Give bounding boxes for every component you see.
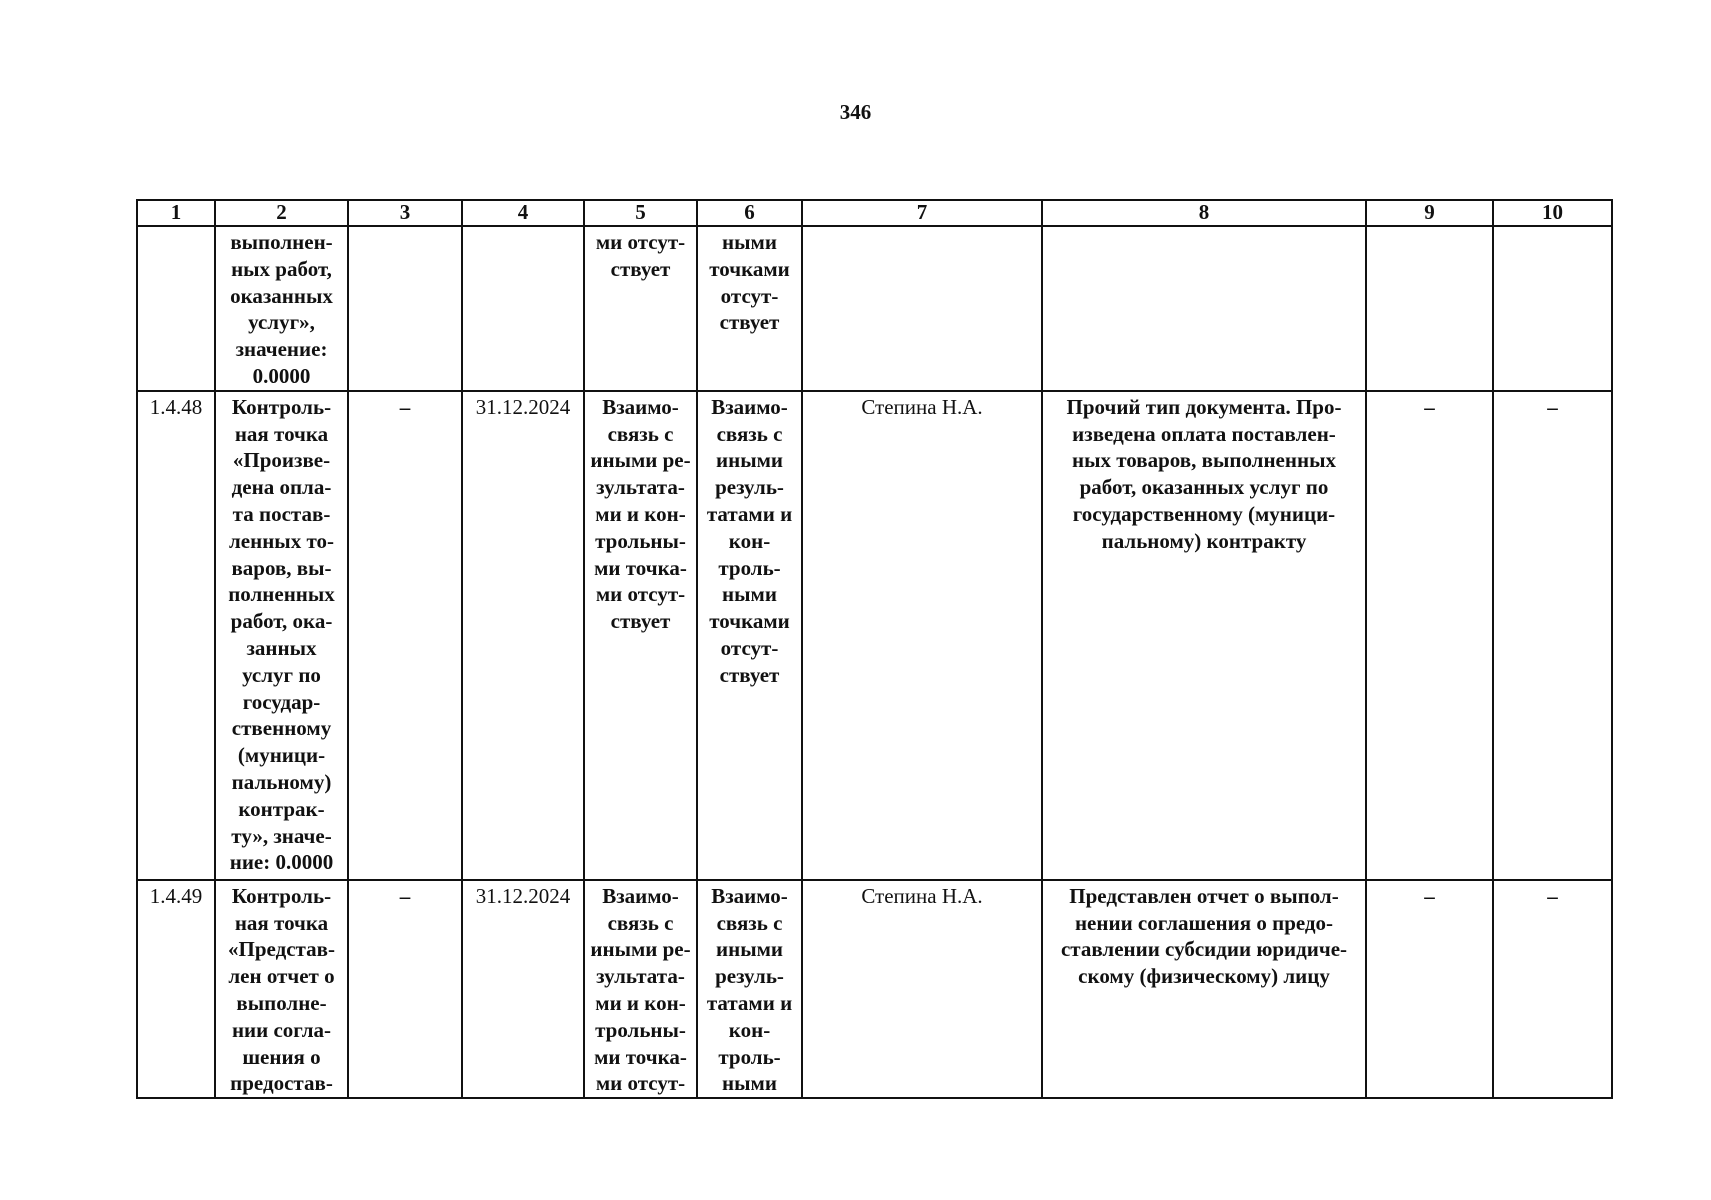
cell-col9 bbox=[1366, 880, 1493, 1098]
cell-text: Степина Н.А. bbox=[861, 394, 983, 419]
cell-text: 1.4.49 bbox=[149, 883, 203, 908]
column-header-3: 3 bbox=[348, 200, 462, 226]
cell-text: выполнен- ных работ, оказанных услуг», значение: 0.0000 bbox=[230, 230, 333, 388]
control-points-table bbox=[136, 199, 1613, 1099]
table-row-1-4-48 bbox=[137, 391, 1612, 880]
cell-control-point bbox=[215, 880, 348, 1098]
cell-control-point bbox=[215, 226, 348, 391]
cell-document bbox=[1042, 226, 1366, 391]
cell-text: Взаимо- связь с иными ре- зультата- ми и кон- трольны- ми точка- ми отсут- ствует bbox=[590, 394, 691, 634]
cell-number bbox=[137, 391, 215, 880]
column-header-6: 6 bbox=[697, 200, 802, 226]
column-header-8: 8 bbox=[1042, 200, 1366, 226]
cell-relation-points bbox=[697, 391, 802, 880]
table-row-1-4-49 bbox=[137, 880, 1612, 1098]
cell-text: 31.12.2024 bbox=[475, 394, 571, 419]
cell-date bbox=[462, 391, 584, 880]
cell-text: Прочий тип документа. Про- изведена оплата поставлен- ных товаров, выполненных работ, оказанных услуг по государственному (муници- пальному) контракту bbox=[1066, 394, 1342, 553]
column-header-7: 7 bbox=[802, 200, 1042, 226]
cell-text: Контроль- ная точка «Произве- дена опла- та постав- ленных то- варов, вы- полненных работ, ока- занных услуг по государ- ственному (муници- пальному) контрак- ту», значе- ние: 0.0000 bbox=[228, 394, 335, 875]
cell-text: Взаимо- связь с иными резуль- татами и кон- троль- ными bbox=[706, 883, 793, 1096]
cell-text: Представлен отчет о выпол- нении соглашения о предо- ставлении субсидии юридиче- скому (физическому) лицу bbox=[1060, 883, 1348, 989]
cell-text: 31.12.2024 bbox=[475, 883, 571, 908]
table-row-continuation bbox=[137, 226, 1612, 391]
cell-relation-results bbox=[584, 391, 697, 880]
cell-text: Взаимо- связь с иными ре- зультата- ми и кон- трольны- ми точка- ми отсут- bbox=[590, 883, 691, 1096]
cell-col10 bbox=[1493, 226, 1612, 391]
cell-text: – bbox=[1424, 883, 1435, 908]
cell-col9 bbox=[1366, 226, 1493, 391]
column-header-1: 1 bbox=[137, 200, 215, 226]
cell-text: Степина Н.А. bbox=[861, 883, 983, 908]
cell-document bbox=[1042, 391, 1366, 880]
cell-col9 bbox=[1366, 391, 1493, 880]
cell-col3 bbox=[348, 391, 462, 880]
cell-relation-results bbox=[584, 226, 697, 391]
cell-number bbox=[137, 226, 215, 391]
cell-relation-results bbox=[584, 880, 697, 1098]
cell-relation-points bbox=[697, 880, 802, 1098]
cell-text: – bbox=[1547, 394, 1558, 419]
column-header-9: 9 bbox=[1366, 200, 1493, 226]
cell-text: ми отсут- ствует bbox=[595, 230, 686, 281]
cell-relation-points bbox=[697, 226, 802, 391]
cell-responsible bbox=[802, 391, 1042, 880]
cell-document bbox=[1042, 880, 1366, 1098]
column-header-2: 2 bbox=[215, 200, 348, 226]
cell-text: Взаимо- связь с иными резуль- татами и кон- троль- ными точками отсут- ствует bbox=[706, 394, 793, 687]
cell-responsible bbox=[802, 880, 1042, 1098]
cell-responsible bbox=[802, 226, 1042, 391]
cell-col3 bbox=[348, 226, 462, 391]
cell-text: – bbox=[399, 883, 411, 908]
cell-number bbox=[137, 880, 215, 1098]
cell-text: – bbox=[1424, 394, 1435, 419]
column-header-4: 4 bbox=[462, 200, 584, 226]
page-number: 346 bbox=[839, 100, 872, 124]
cell-control-point bbox=[215, 391, 348, 880]
column-header-10: 10 bbox=[1493, 200, 1612, 226]
cell-col10 bbox=[1493, 880, 1612, 1098]
cell-text: 1.4.48 bbox=[149, 394, 203, 419]
cell-text: ными точками отсут- ствует bbox=[709, 230, 790, 335]
cell-text: – bbox=[399, 394, 411, 419]
column-header-5: 5 bbox=[584, 200, 697, 226]
cell-text: – bbox=[1547, 883, 1558, 908]
header-row bbox=[137, 200, 1612, 226]
cell-text: Контроль- ная точка «Представ- лен отчет о выполне- нии согла- шения о предостав- bbox=[228, 883, 335, 1096]
cell-date bbox=[462, 880, 584, 1098]
cell-col3 bbox=[348, 880, 462, 1098]
cell-date bbox=[462, 226, 584, 391]
cell-col10 bbox=[1493, 391, 1612, 880]
